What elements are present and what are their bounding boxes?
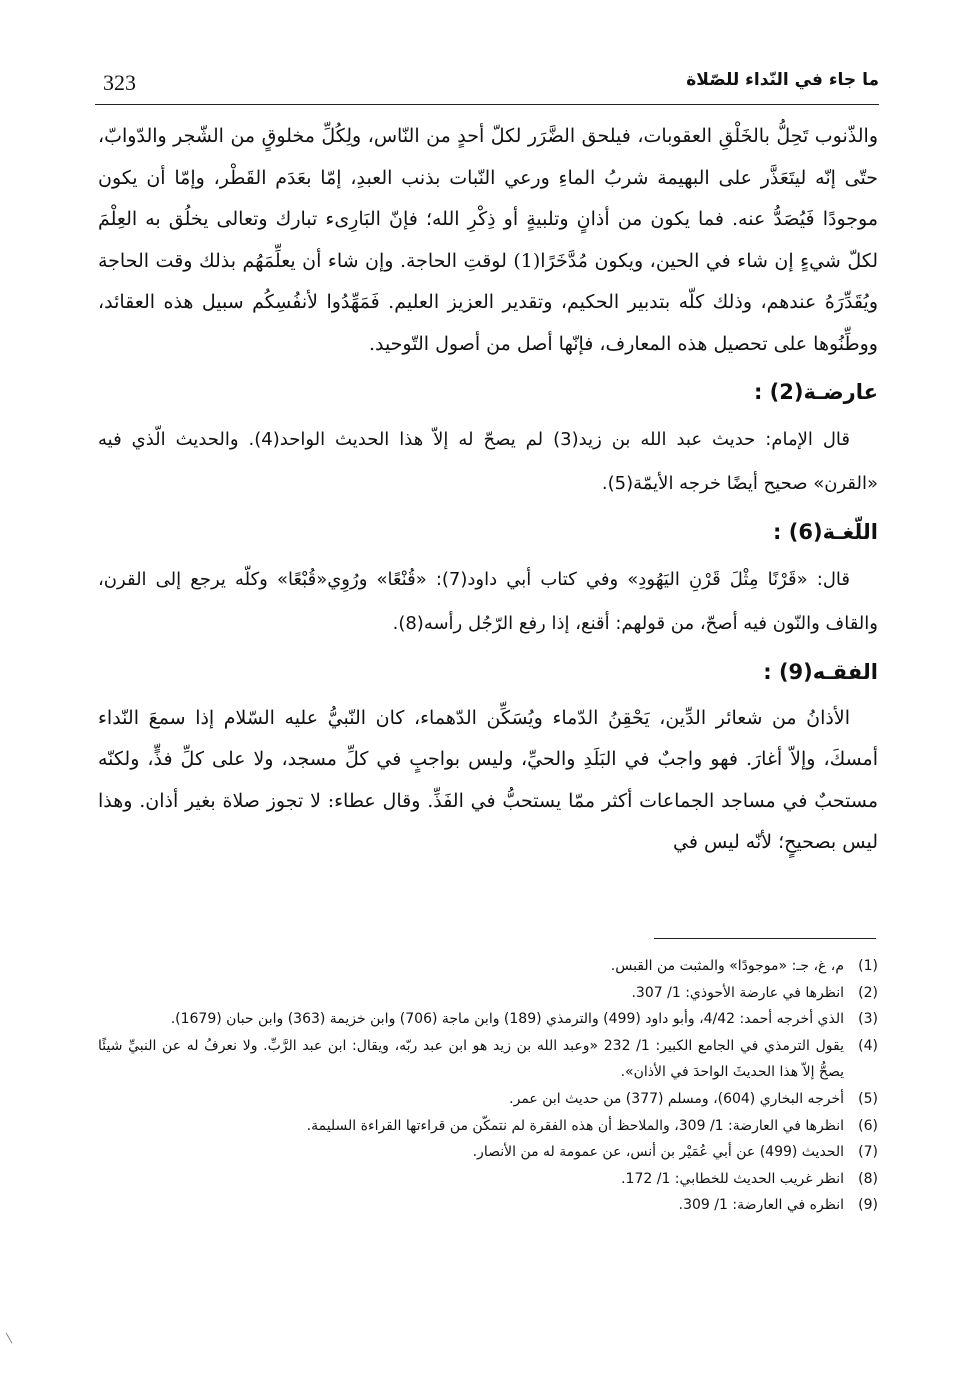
footnote-number: (8) xyxy=(858,1170,878,1187)
footnote-8 xyxy=(98,1166,878,1193)
footnote-separator xyxy=(654,938,876,939)
lugha-paragraph: قال: «قَرْنًا مِثْلَ قَرْنِ اليَهُودِ» وفي كتاب أبي داود(7): «قُنْعًا» ورُوِي«قُبْعًا» وكلّه يرجع إلى القرن، والقاف والنّون فيه أصحّ، من قولهم: أقنع، إذا رفع الرّجُل رأسه(8). xyxy=(98,568,878,634)
footnote-number: (2) xyxy=(858,984,878,1001)
footnote-text: أخرجه البخاري (604)، ومسلم (377) من حديث ابن عمر. xyxy=(509,1090,844,1107)
footnote-number: (7) xyxy=(858,1144,878,1161)
footnotes xyxy=(98,953,878,1219)
footnote-text: انظرها في العارضة: 1/ 309، والملاحظ أن هذه الفقرة لم نتمكّن من قراءتها القراءة السليمة. xyxy=(306,1117,844,1134)
footnote-number: (1) xyxy=(858,958,878,974)
footnote-number: (9) xyxy=(858,1197,878,1214)
footnote-text: يقول الترمذي في الجامع الكبير: 1/ 232 «وعبد الله بن زيد هو ابن عبد ربّه، ويقال: ابن عبد الرَّبِّ. ولا نعرفُ له عن النبيِّ شيئًا يصحُّ إلاّ هذا الحديثَ الواحدَ في الأذان». xyxy=(98,1037,844,1081)
footnote-text: الذي أخرجه أحمد: 4/42، وأبو داود (499) والترمذي (189) وابن ماجة (706) وابن خزيمة (363) وابن حبان (1679). xyxy=(170,1011,844,1028)
footnote-text: انظرها في عارضة الأحوذي: 1/ 307. xyxy=(631,984,844,1001)
footnote-number: (4) xyxy=(858,1037,878,1054)
footnote-3 xyxy=(98,1006,878,1033)
footnote-text: انظر غريب الحديث للخطابي: 1/ 172. xyxy=(621,1170,844,1187)
fiqh-paragraph: الأذانُ من شعائر الدِّين، يَحْقِنُ الدّماء ويُسَكِّن الدّهماء، كان النّبيُّ عليه السّلام إذا سمعَ النّداء أمسكَ، وإلاّ أغارَ. فهو واجبٌ في البَلَدِ والحيِّ، وليس بواجبٍ في كلِّ مسجد، ولا على كلِّ فذٍّ، ولكنّه مستحبٌ في مساجد الجماعات أكثر ممّا يستحبُّ في الفَذِّ. وقال عطاء: لا تجوز صلاة بغير أذان. وهذا ليس بصحيحٍ؛ لأنّه ليس في xyxy=(98,706,878,854)
heading-fiqh: الفقـه(9) : xyxy=(763,659,878,684)
paragraph-1: والذّنوب تَحِلُّ بالخَلْقِ العقوبات، فيلحق الضَّرَر لكلّ أحدٍ من النّاس، ولِكُلِّ مخلوقٍ من الشّجر والدّوابّ، حتّى إنّه ليتَعَذَّر على البهيمة شربُ الماءِ ورعي النّبات بذنب العبدِ، إمّا بعَدَم القَطْر، وإمّا أن يكون موجودًا فَيُصَدُّ عنه. فما يكون من أذانٍ وتلبيةٍ أو ذِكْرِ الله؛ فإنّ البَارِىء تبارك وتعالى يخلُق به العِلْمَ لكلّ شيءٍ إن شاء في الحين، ويكون مُدَّخَرًا(1) لوقتِ الحاجة. وإن شاء أن يعلِّمَهُم بذلك وقت الحاجة ويُقَدِّرَهُ عندهم، وذلك كلّه بتدبير الحكيم، وتقدير العزيز العليم. فَمَهِّدُوا لأنفُسِكُم سبيل هذه العقائد، ووطِّنُوها على تحصيل هذه المعارف، فإنّها أصل من أصول التّوحيد. xyxy=(98,125,878,355)
footnote-number: (5) xyxy=(858,1090,878,1107)
footnote-7 xyxy=(98,1139,878,1166)
footnote-text: الحديث (499) عن أبي عُمَيْر بن أنس، عن عمومة له من الأنصار. xyxy=(472,1144,844,1161)
footnote-number: (3) xyxy=(858,1011,878,1028)
page-header xyxy=(95,64,879,105)
footnote-number: (6) xyxy=(858,1117,878,1134)
footnote-text: م، غ، جـ: «موجودًا» والمثبت من القبس. xyxy=(610,958,844,974)
footnote-6 xyxy=(98,1113,878,1140)
footnote-1 xyxy=(98,953,878,980)
footnote-9 xyxy=(98,1192,878,1219)
footnote-4 xyxy=(98,1033,878,1086)
page-number: 323 xyxy=(103,70,136,95)
heading-aarida: عارضـة(2) : xyxy=(753,379,878,404)
footnote-text: انظره في العارضة: 1/ 309. xyxy=(678,1197,844,1214)
main-text xyxy=(98,116,878,864)
scan-mark xyxy=(6,1329,20,1344)
running-title: ما جاء في النّداء للصّلاة xyxy=(686,70,879,90)
footnote-2 xyxy=(98,980,878,1007)
footnote-5 xyxy=(98,1086,878,1113)
aarida-paragraph: قال الإمام: حديث عبد الله بن زيد(3) لم يصحّ له إلاّ هذا الحديث الواحد(4). والحديث الّذي فيه «القرن» صحيح أيضًا خرجه الأيمّة(5). xyxy=(98,428,878,494)
heading-lugha: اللّغـة(6) : xyxy=(773,519,878,544)
